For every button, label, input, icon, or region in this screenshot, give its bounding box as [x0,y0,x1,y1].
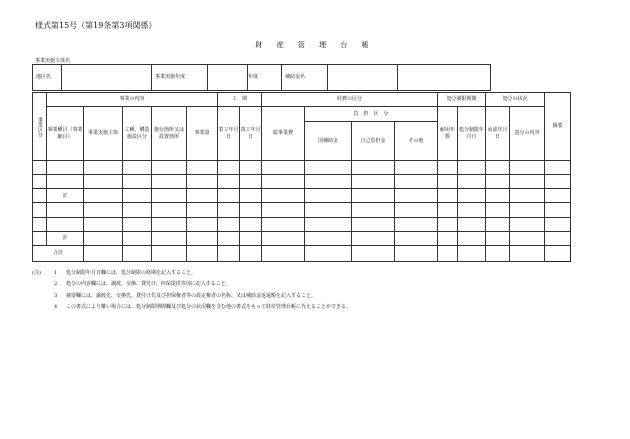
col-restriction: 処分制限期間 [438,93,486,107]
note-number: 1 [54,270,58,276]
col-kubun: 事業区分 [33,93,47,161]
subsidy-value-2[interactable] [398,65,491,91]
subsidy-label: 補助金名 [282,65,328,91]
table-row [33,189,571,203]
table-row [33,203,571,217]
table-row [33,231,571,245]
note-number: 2 [54,281,58,288]
col-own: 自己負担金 [352,122,395,161]
grand-total-label: 合計 [33,245,84,261]
note-number: 3 [54,292,58,299]
col-end: 竣工年月日 [240,107,262,161]
col-subsidy-amt: 国補助金 [305,122,352,161]
col-start: 着工年月日 [218,107,240,161]
col-total: 総事業費 [262,107,305,161]
note-text: 処分の内容欄には、譲渡、交換、貸付け、担保提供等別に記入すること。 [66,281,231,288]
area-value[interactable] [62,65,152,91]
page-title: 財 産 管 理 台 帳 [255,41,375,49]
table-row [33,161,571,175]
subtotal-label: 計 [47,231,84,245]
col-years: 耐用年数 [438,107,458,161]
notes [32,268,351,314]
notes-label: (注) [32,270,41,276]
year-label: 事業実施年度 [152,65,208,91]
header-info-table [32,64,491,91]
col-kind: 工種、構造施設区分 [123,107,152,161]
org-label: 事業実施主体名 [35,58,71,64]
asset-ledger-table [32,92,571,262]
note-text: この書式により難い場合には、処分制限期間欄及び処分の状況欄を含む他の書式をもって財産管理台帳に代えることができる。 [66,304,352,311]
table-row [33,217,571,231]
col-period: 工 期 [218,93,262,107]
table-row [33,175,571,189]
col-place: 施行箇所又は設置箇所 [152,107,187,161]
col-approve: 承認年月日 [486,107,510,161]
col-qty: 事業量 [187,107,218,161]
nendo-label: 年度 [248,65,282,91]
col-content: 事業の内容 [47,93,218,107]
form-number: 様式第15号（第19条第3項関係） [35,21,157,30]
col-other: その他 [395,122,438,161]
col-remarks: 摘要 [545,93,571,161]
col-body: 事業実施主体 [84,107,123,161]
area-label: 地区名 [33,65,62,91]
col-limit-date: 処分制限年月日 [458,107,486,161]
col-cost: 経費の区分 [262,93,438,107]
col-item: 事業種目（事業細目） [47,107,84,161]
note-number: 4 [54,304,58,311]
subsidy-value[interactable] [328,65,398,91]
subtotal-label: 計 [47,189,84,203]
year-value[interactable] [208,65,248,91]
table-row [33,245,571,261]
col-disposal: 処分の状況 [486,93,545,107]
col-burden: 負 担 区 分 [305,107,438,122]
col-disposal-content: 処分の内容 [510,107,545,161]
note-text: 処分制限年月日欄には、処分制限の終期を記入すること。 [66,270,197,276]
note-text: 摘要欄には、譲渡先、交換先、貸付け先及び担保権者等の設定権者の名称、又は補助金返還額を記入すること。 [66,292,317,299]
